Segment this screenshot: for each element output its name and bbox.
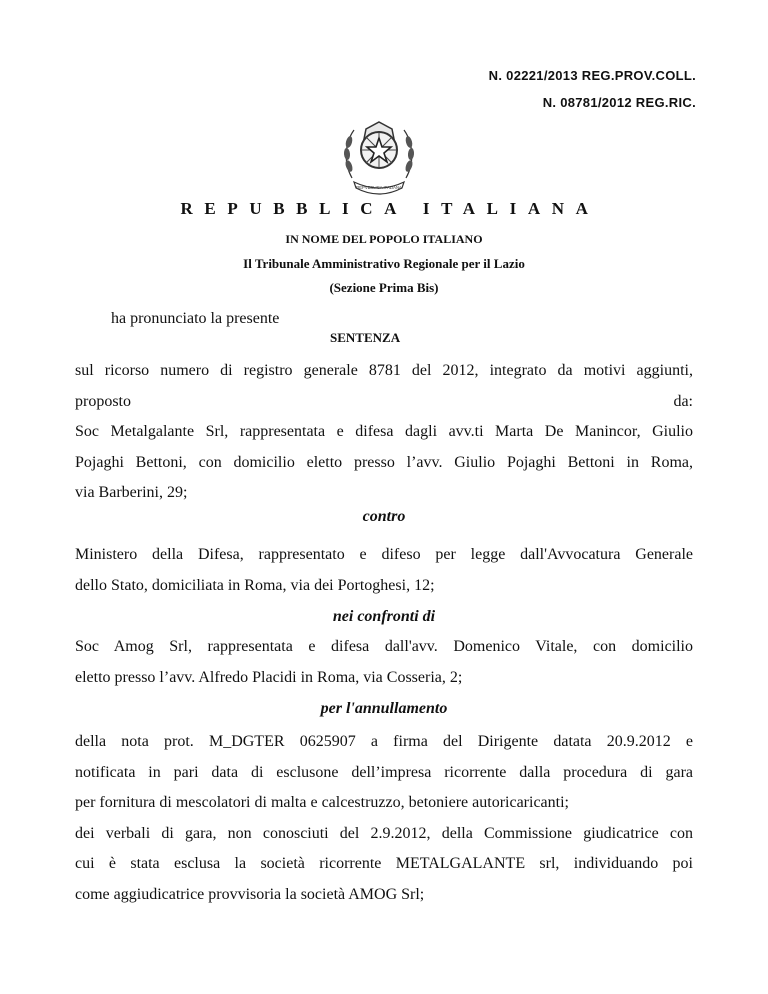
ricorso-line: Pojaghi Bettoni, con domicilio eletto presso l’avv. Giulio Pojaghi Bettoni in Roma, (75, 453, 693, 471)
ricorso-proposto-line (75, 387, 693, 418)
annullamento-line: cui è stata esclusa la società ricorrente METALGALANTE srl, individuando poi (75, 855, 693, 872)
ricorso-line: Soc Metalgalante Srl, rappresentata e difesa dagli avv.ti Marta De Manincor, Giulio (75, 423, 693, 440)
tribunale-name: Il Tribunale Amministrativo Regionale per il Lazio (243, 256, 525, 271)
annullamento-paragraph (75, 727, 693, 910)
case-number-reg-ric: N. 08781/2012 REG.RIC. (542, 95, 696, 110)
contro-line: dello Stato, domiciliata in Roma, via dei Portoghesi, 12; (75, 576, 435, 594)
annullamento-heading: per l'annullamento (320, 700, 448, 717)
confronti-paragraph (75, 632, 693, 693)
contro-line: Ministero della Difesa, rappresentato e difeso per legge dall'Avvocatura Generale (75, 546, 693, 563)
ricorso-line: sul ricorso numero di registro generale 8781 del 2012, integrato da motivi aggiunti, (75, 362, 693, 379)
contro-paragraph (75, 540, 693, 601)
confronti-line: Soc Amog Srl, rappresentata e difesa dall'avv. Domenico Vitale, con domicilio (75, 638, 693, 655)
annullamento-line: come aggiudicatrice provvisoria la società AMOG Srl; (75, 885, 425, 903)
case-number-reg-prov-coll: N. 02221/2013 REG.PROV.COLL. (488, 68, 696, 83)
annullamento-line: dei verbali di gara, non conosciuti del 2.9.2012, della Commissione giudicatrice con (75, 824, 693, 842)
ricorso-paragraph (75, 356, 693, 509)
republic-heading: REPUBBLICA ITALIANA (180, 199, 600, 218)
sentenza-heading: SENTENZA (330, 330, 401, 345)
confronti-line: eletto presso l’avv. Alfredo Placidi in Roma, via Cosseria, 2; (75, 668, 463, 686)
nei-confronti-heading: nei confronti di (332, 608, 436, 625)
pronunciato-text: ha pronunciato la presente (111, 310, 280, 327)
emblem-ribbon-text: REPVBBLICA ITALIANA (356, 185, 402, 190)
annullamento-line: per fornitura di mescolatori di malta e calcestruzzo, betoniere autoricaricanti; (75, 794, 569, 811)
proposto-word: proposto (75, 392, 131, 410)
italian-republic-emblem-icon (340, 116, 418, 198)
sezione-name: (Sezione Prima Bis) (329, 280, 439, 295)
annullamento-line: notificata in pari data di esclusone dell’impresa ricorrente dalla procedura di gara (75, 763, 693, 781)
da-word: da: (673, 392, 693, 410)
annullamento-line: della nota prot. M_DGTER 0625907 a firma del Dirigente datata 20.9.2012 e (75, 733, 693, 750)
in-nome-del-popolo: IN NOME DEL POPOLO ITALIANO (285, 232, 483, 246)
contro-heading: contro (362, 508, 406, 525)
ricorso-line: via Barberini, 29; (75, 484, 188, 501)
